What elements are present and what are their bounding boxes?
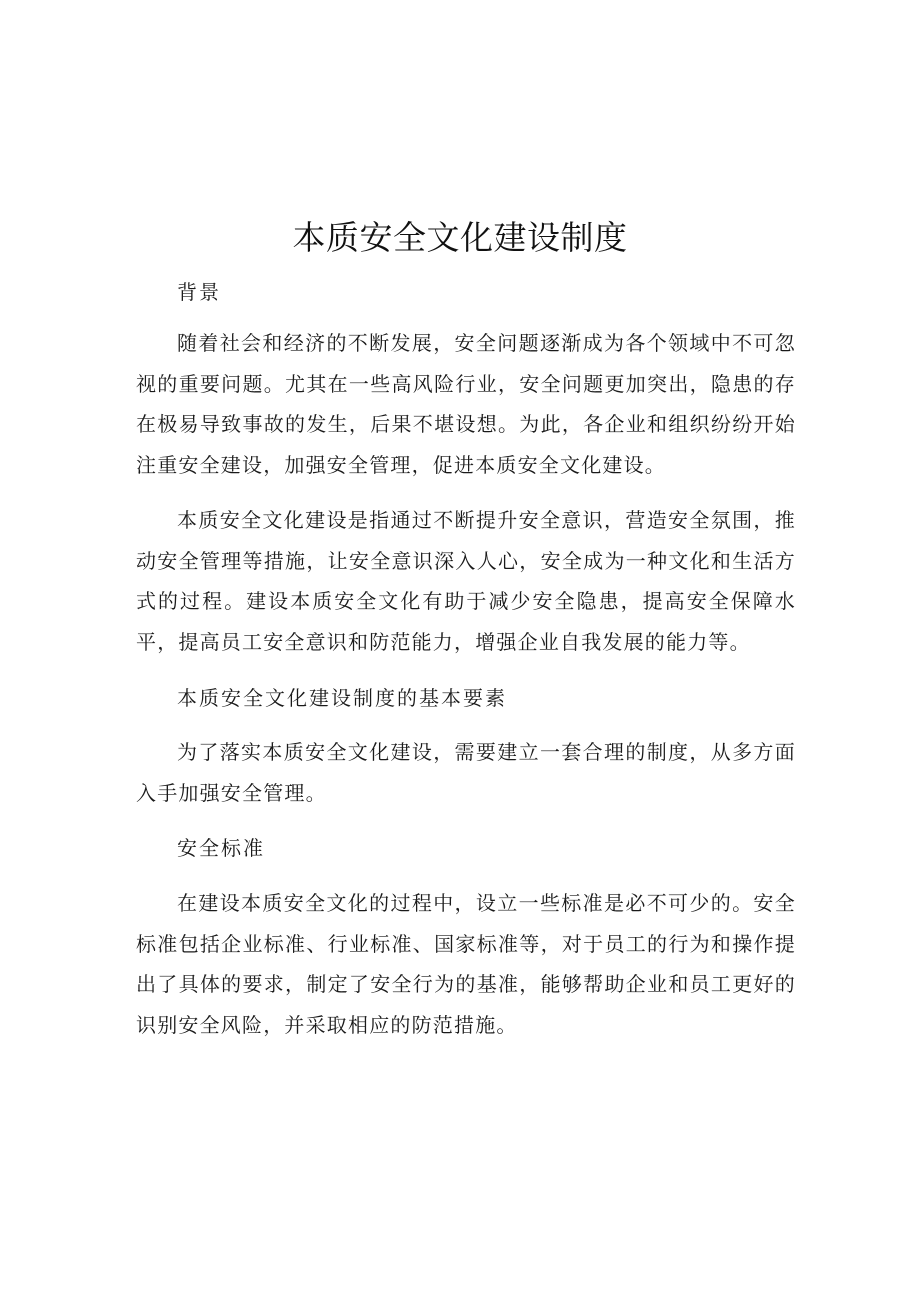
paragraph-background-1: 随着社会和经济的不断发展，安全问题逐渐成为各个领域中不可忽视的重要问题。尤其在一些高风险行业，安全问题更加突出，隐患的存在极易导致事故的发生，后果不堪设想。为此，各企业和组织纷纷开始注重安全建设，加强安全管理，促进本质安全文化建设。 [136,331,796,477]
document-title: 本质安全文化建设制度 [292,218,628,257]
paragraph-basic-elements-1: 为了落实本质安全文化建设，需要建立一套合理的制度，从多方面入手加强安全管理。 [136,740,796,805]
paragraph-safety-standards-1: 在建设本质安全文化的过程中，设立一些标准是必不可少的。安全标准包括企业标准、行业标准、国家标准等，对于员工的行为和操作提出了具体的要求，制定了安全行为的基准，能够帮助企业和员工更好的识别安全风险，并采取相应的防范措施。 [136,891,796,1037]
paragraph-background-2: 本质安全文化建设是指通过不断提升安全意识，营造安全氛围，推动安全管理等措施，让安全意识深入人心，安全成为一种文化和生活方式的过程。建设本质安全文化有助于减少安全隐患，提高安全保障水平，提高员工安全意识和防范能力，增强企业自我发展的能力等。 [136,508,796,654]
section-heading-basic-elements: 本质安全文化建设制度的基本要素 [177,686,507,710]
section-heading-background: 背景 [177,280,221,304]
section-heading-safety-standards: 安全标准 [177,836,265,860]
